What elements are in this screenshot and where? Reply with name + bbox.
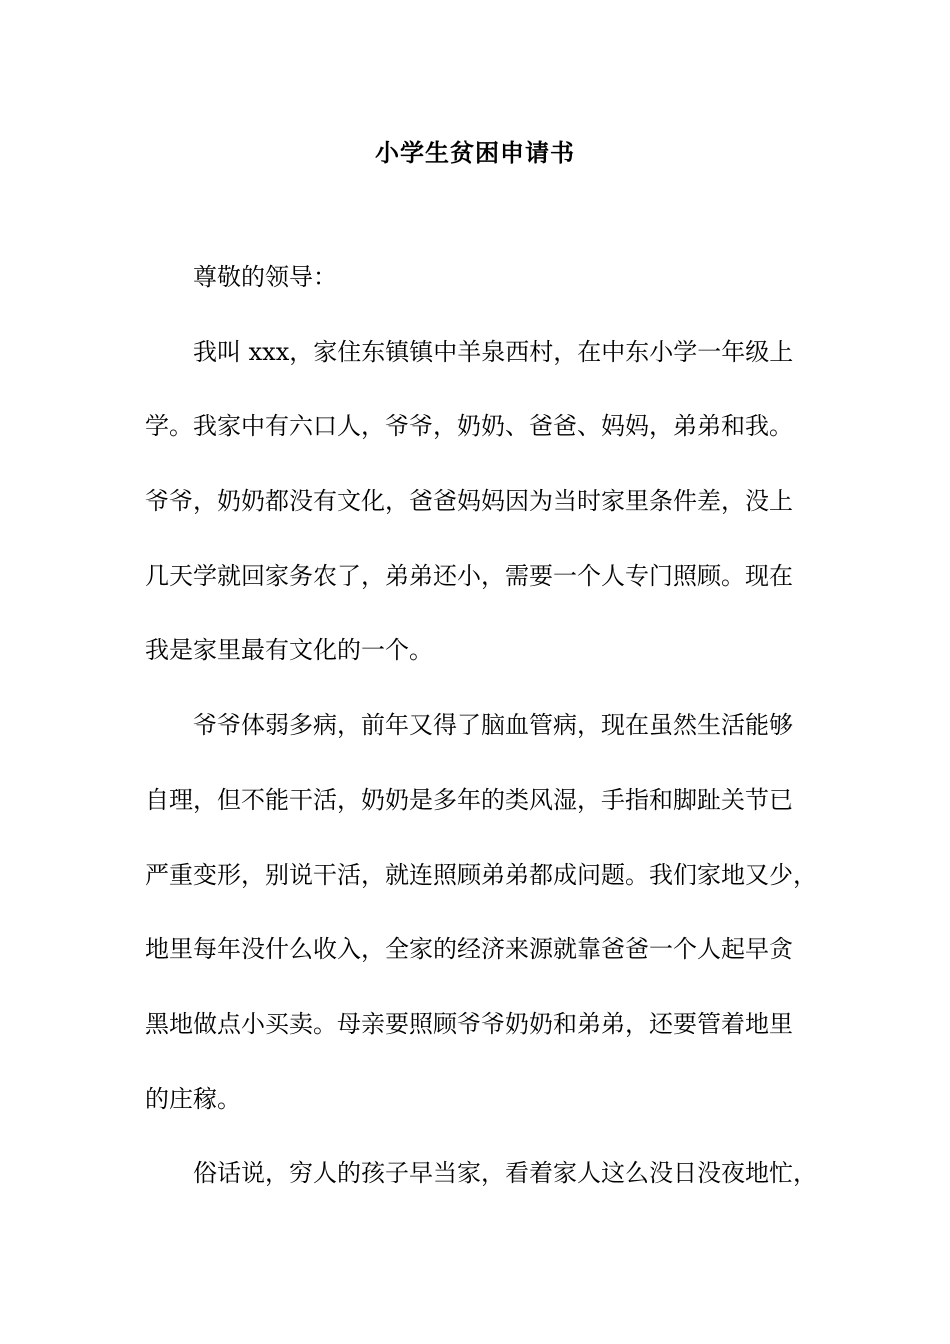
paragraph-line: 我是家里最有文化的一个。 <box>145 636 433 664</box>
paragraph-line: 爷爷体弱多病，前年又得了脑血管病，现在虽然生活能够 <box>193 711 793 739</box>
paragraph-line: 学。我家中有六口人，爷爷，奶奶、爸爸、妈妈，弟弟和我。 <box>145 412 793 440</box>
paragraph-line: 地里每年没什么收入，全家的经济来源就靠爸爸一个人起早贪 <box>145 935 793 963</box>
salutation-line: 尊敬的领导： <box>193 263 337 291</box>
paragraph-line: 俗话说，穷人的孩子早当家，看着家人这么没日没夜地忙， <box>193 1159 817 1187</box>
paragraph-line: 几天学就回家务农了，弟弟还小，需要一个人专门照顾。现在 <box>145 562 793 590</box>
paragraph-line: 严重变形，别说干活，就连照顾弟弟都成问题。我们家地又少， <box>145 861 817 889</box>
paragraph-line: 爷爷，奶奶都没有文化，爸爸妈妈因为当时家里条件差，没上 <box>145 487 793 515</box>
paragraph-line: 我叫 xxx，家住东镇镇中羊泉西村，在中东小学一年级上 <box>193 338 794 366</box>
document-title: 小学生贫困申请书 <box>375 138 575 167</box>
paragraph-line: 的庄稼。 <box>145 1085 241 1113</box>
paragraph-line: 自理，但不能干活，奶奶是多年的类风湿，手指和脚趾关节已 <box>145 786 793 814</box>
paragraph-line: 黑地做点小买卖。母亲要照顾爷爷奶奶和弟弟，还要管着地里 <box>145 1010 793 1038</box>
